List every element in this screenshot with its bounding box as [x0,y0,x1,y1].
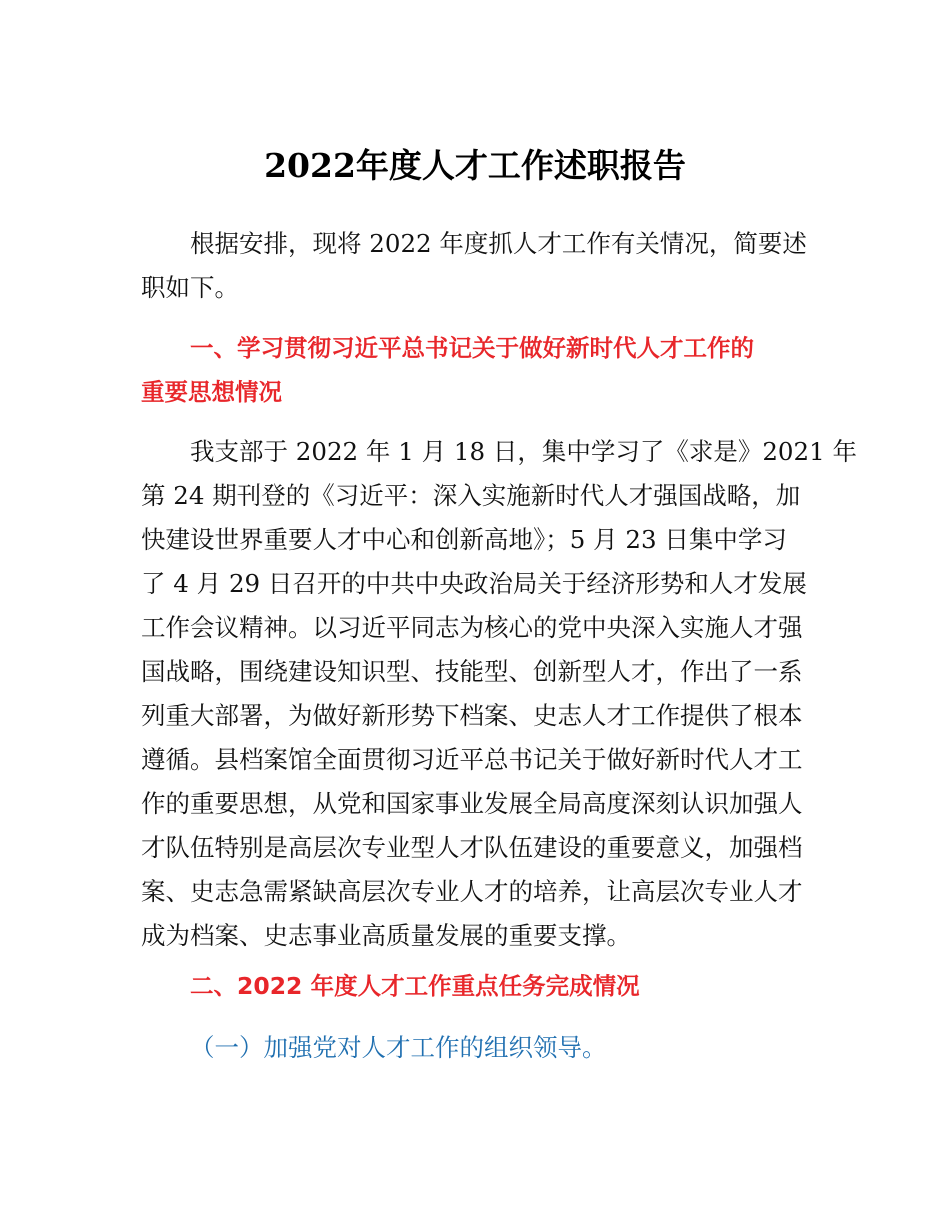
section-1-paragraph [141,430,857,958]
section-1-heading-line: 重要思想情况 [141,378,282,406]
paragraph-line: 工作会议精神。以习近平同志为核心的党中央深入实施人才强 [141,613,803,642]
document-title: 2022年度人才工作述职报告 [264,146,686,185]
intro-line: 职如下。 [141,273,239,302]
paragraph-line: 快建设世界重要人才中心和创新高地》；5 月 23 日集中学习 [141,525,787,554]
paragraph-line: 列重大部署，为做好新形势下档案、史志人才工作提供了根本 [141,701,803,730]
paragraph-line: 遵循。县档案馆全面贯彻习近平总书记关于做好新时代人才工 [141,745,803,774]
section-2-subheading-line: （一）加强党对人才工作的组织领导。 [190,1033,607,1062]
paragraph-line: 了 4 月 29 日召开的中共中央政治局关于经济形势和人才发展 [141,569,807,598]
section-2-heading [141,964,813,1008]
section-2-subheading [141,1026,813,1070]
paragraph-line: 第 24 期刊登的《习近平：深入实施新时代人才强国战略，加 [141,481,801,510]
section-2-heading-line: 二、2022 年度人才工作重点任务完成情况 [190,972,640,1000]
paragraph-line: 成为档案、史志事业高质量发展的重要支撑。 [141,921,631,950]
paragraph-line: 案、史志急需紧缺高层次专业人才的培养，让高层次专业人才 [141,877,803,906]
paragraph-line: 才队伍特别是高层次专业型人才队伍建设的重要意义，加强档 [141,833,803,862]
section-1-heading [141,326,813,414]
section-1-heading-line: 一、学习贯彻习近平总书记关于做好新时代人才工作的 [190,334,754,362]
paragraph-line: 作的重要思想，从党和国家事业发展全局高度深刻认识加强人 [141,789,803,818]
paragraph-line: 国战略，围绕建设知识型、技能型、创新型人才，作出了一系 [141,657,803,686]
intro-paragraph [141,222,813,310]
intro-line: 根据安排，现将 2022 年度抓人才工作有关情况，简要述 [190,229,807,258]
paragraph-line: 我支部于 2022 年 1 月 18 日，集中学习了《求是》2021 年 [190,437,857,466]
